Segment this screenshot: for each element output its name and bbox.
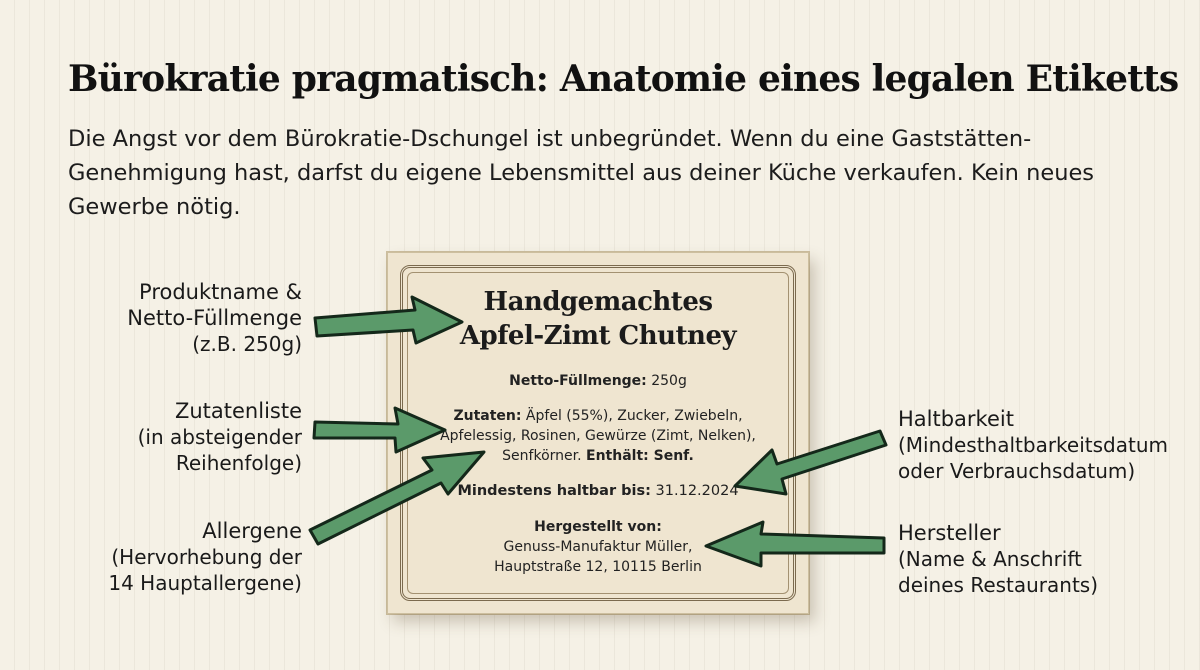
callout-produktname-line2: Netto-Füllmenge (127, 306, 302, 330)
arrow-allergene (310, 452, 484, 544)
callout-allergene-line2: (Hervorhebung der (111, 545, 302, 569)
label-manufacturer-key: Hergestellt von: (534, 519, 662, 535)
callout-hersteller-line3: deines Restaurants) (898, 573, 1099, 597)
label-product-name-line1: Handgemachtes (483, 287, 713, 317)
callout-allergene-line1: Allergene (202, 519, 302, 543)
callout-haltbarkeit-line1: Haltbarkeit (898, 407, 1014, 431)
label-product-name-line2: Apfel-Zimt Chutney (459, 321, 737, 351)
callout-hersteller-line1: Hersteller (898, 521, 1001, 545)
callout-zutatenliste-line1: Zutatenliste (174, 399, 302, 423)
label-net-quantity-key: Netto-Füllmenge: (509, 373, 647, 389)
callout-allergene-line3: 14 Hauptallergene) (108, 571, 302, 595)
callout-produktname-line3: (z.B. 250g) (192, 332, 302, 356)
callout-haltbarkeit-line3: oder Verbrauchsdatum) (898, 459, 1136, 483)
page-title: Bürokratie pragmatisch: Anatomie eines legalen Etiketts (68, 58, 1179, 100)
label-manufacturer-address: Hauptstraße 12, 10115 Berlin (494, 559, 702, 575)
label-ingredients-value-2: Apfelessig, Rosinen, Gewürze (Zimt, Nelken), (440, 428, 756, 444)
label-ingredients-value-3: Senfkörner. (502, 448, 587, 464)
label-ingredients-value-1: Äpfel (55%), Zucker, Zwiebeln, (521, 408, 743, 424)
label-manufacturer-name: Genuss-Manufaktur Müller, (503, 539, 693, 555)
intro-text: Die Angst vor dem Bürokratie-Dschungel ist unbegründet. Wenn du eine Gaststätten-Genehmigung hast, darfst du eigene Lebensmittel aus deiner Küche verkaufen. Kein neues Gewerbe nötig. (68, 126, 1095, 220)
label-best-before-key: Mindestens haltbar bis: (457, 483, 651, 499)
callout-hersteller-line2: (Name & Anschrift (898, 547, 1082, 571)
label-ingredients-key: Zutaten: (453, 408, 522, 424)
arrow-zutatenliste (314, 408, 445, 452)
callout-produktname-line1: Produktname & (139, 280, 302, 304)
label-allergen-highlight: Enthält: Senf. (586, 448, 694, 464)
arrow-produktname (315, 297, 462, 343)
arrow-hersteller (706, 522, 884, 566)
arrow-haltbarkeit (735, 431, 886, 494)
callout-haltbarkeit-line2: (Mindesthaltbarkeitsdatum (898, 433, 1168, 457)
callout-zutatenliste-line2: (in absteigender (137, 425, 302, 449)
label-net-quantity-value: 250g (646, 373, 687, 389)
label-best-before-value: 31.12.2024 (650, 483, 739, 499)
callout-zutatenliste-line3: Reihenfolge) (175, 451, 302, 475)
